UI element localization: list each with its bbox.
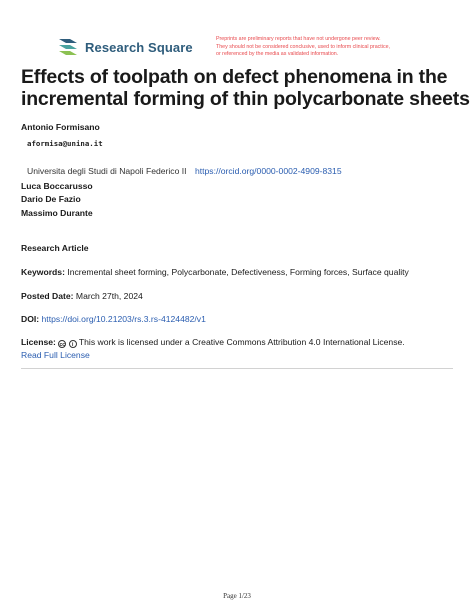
- orcid-link[interactable]: https://orcid.org/0000-0002-4909-8315: [194, 166, 342, 176]
- posted-date-row: [21, 291, 143, 302]
- author-name: Dario De Fazio: [21, 194, 81, 204]
- author-name: Luca Boccarusso: [21, 181, 93, 191]
- disclaimer-line: Preprints are preliminary reports that have not undergone peer review.: [216, 36, 381, 42]
- preprint-disclaimer: [216, 36, 436, 59]
- author-affiliation: Universita degli Studi di Napoli Federico II: [27, 166, 187, 176]
- license-text: This work is licensed under a Creative Commons Attribution 4.0 International License.: [78, 337, 405, 347]
- disclaimer-line: or referenced by the media as validated information.: [216, 51, 339, 58]
- keywords-row: [21, 267, 409, 278]
- keywords-label: Keywords:: [21, 267, 65, 277]
- doi-link[interactable]: https://doi.org/10.21203/rs.3.rs-4124482/v1: [41, 314, 206, 324]
- author-email[interactable]: aformisa@unina.it: [27, 139, 103, 148]
- read-full-license-link[interactable]: Read Full License: [21, 350, 90, 360]
- paper-title-line: Effects of toolpath on defect phenomena in the: [21, 66, 448, 88]
- author-name: Massimo Durante: [21, 208, 93, 218]
- cc-icon: cc: [59, 342, 66, 348]
- page-number: Page 1/23: [223, 592, 251, 600]
- paper-title: [21, 66, 470, 110]
- doi-label: DOI:: [21, 314, 40, 324]
- paper-title-line: incremental forming of thin polycarbonate sheets: [21, 88, 470, 110]
- license-label: License:: [21, 337, 56, 347]
- keywords-value: Incremental sheet forming, Polycarbonate, Defectiveness, Forming forces, Surface quality: [67, 267, 409, 277]
- posted-date-label: Posted Date:: [21, 291, 74, 301]
- logo-text: Research Square: [85, 39, 193, 55]
- research-square-logo[interactable]: [57, 38, 193, 56]
- by-icon: i: [69, 340, 77, 348]
- author-name: Antonio Formisano: [21, 122, 100, 132]
- author-affiliation-row: [27, 166, 342, 177]
- divider: [21, 368, 453, 369]
- disclaimer-line: They should not be considered conclusive, used to inform clinical practice,: [216, 43, 391, 50]
- article-type: Research Article: [21, 243, 89, 253]
- license-row: [21, 337, 405, 348]
- research-square-logo-icon: [57, 38, 79, 56]
- doi-row: [21, 314, 206, 325]
- posted-date-value: March 27th, 2024: [75, 291, 143, 301]
